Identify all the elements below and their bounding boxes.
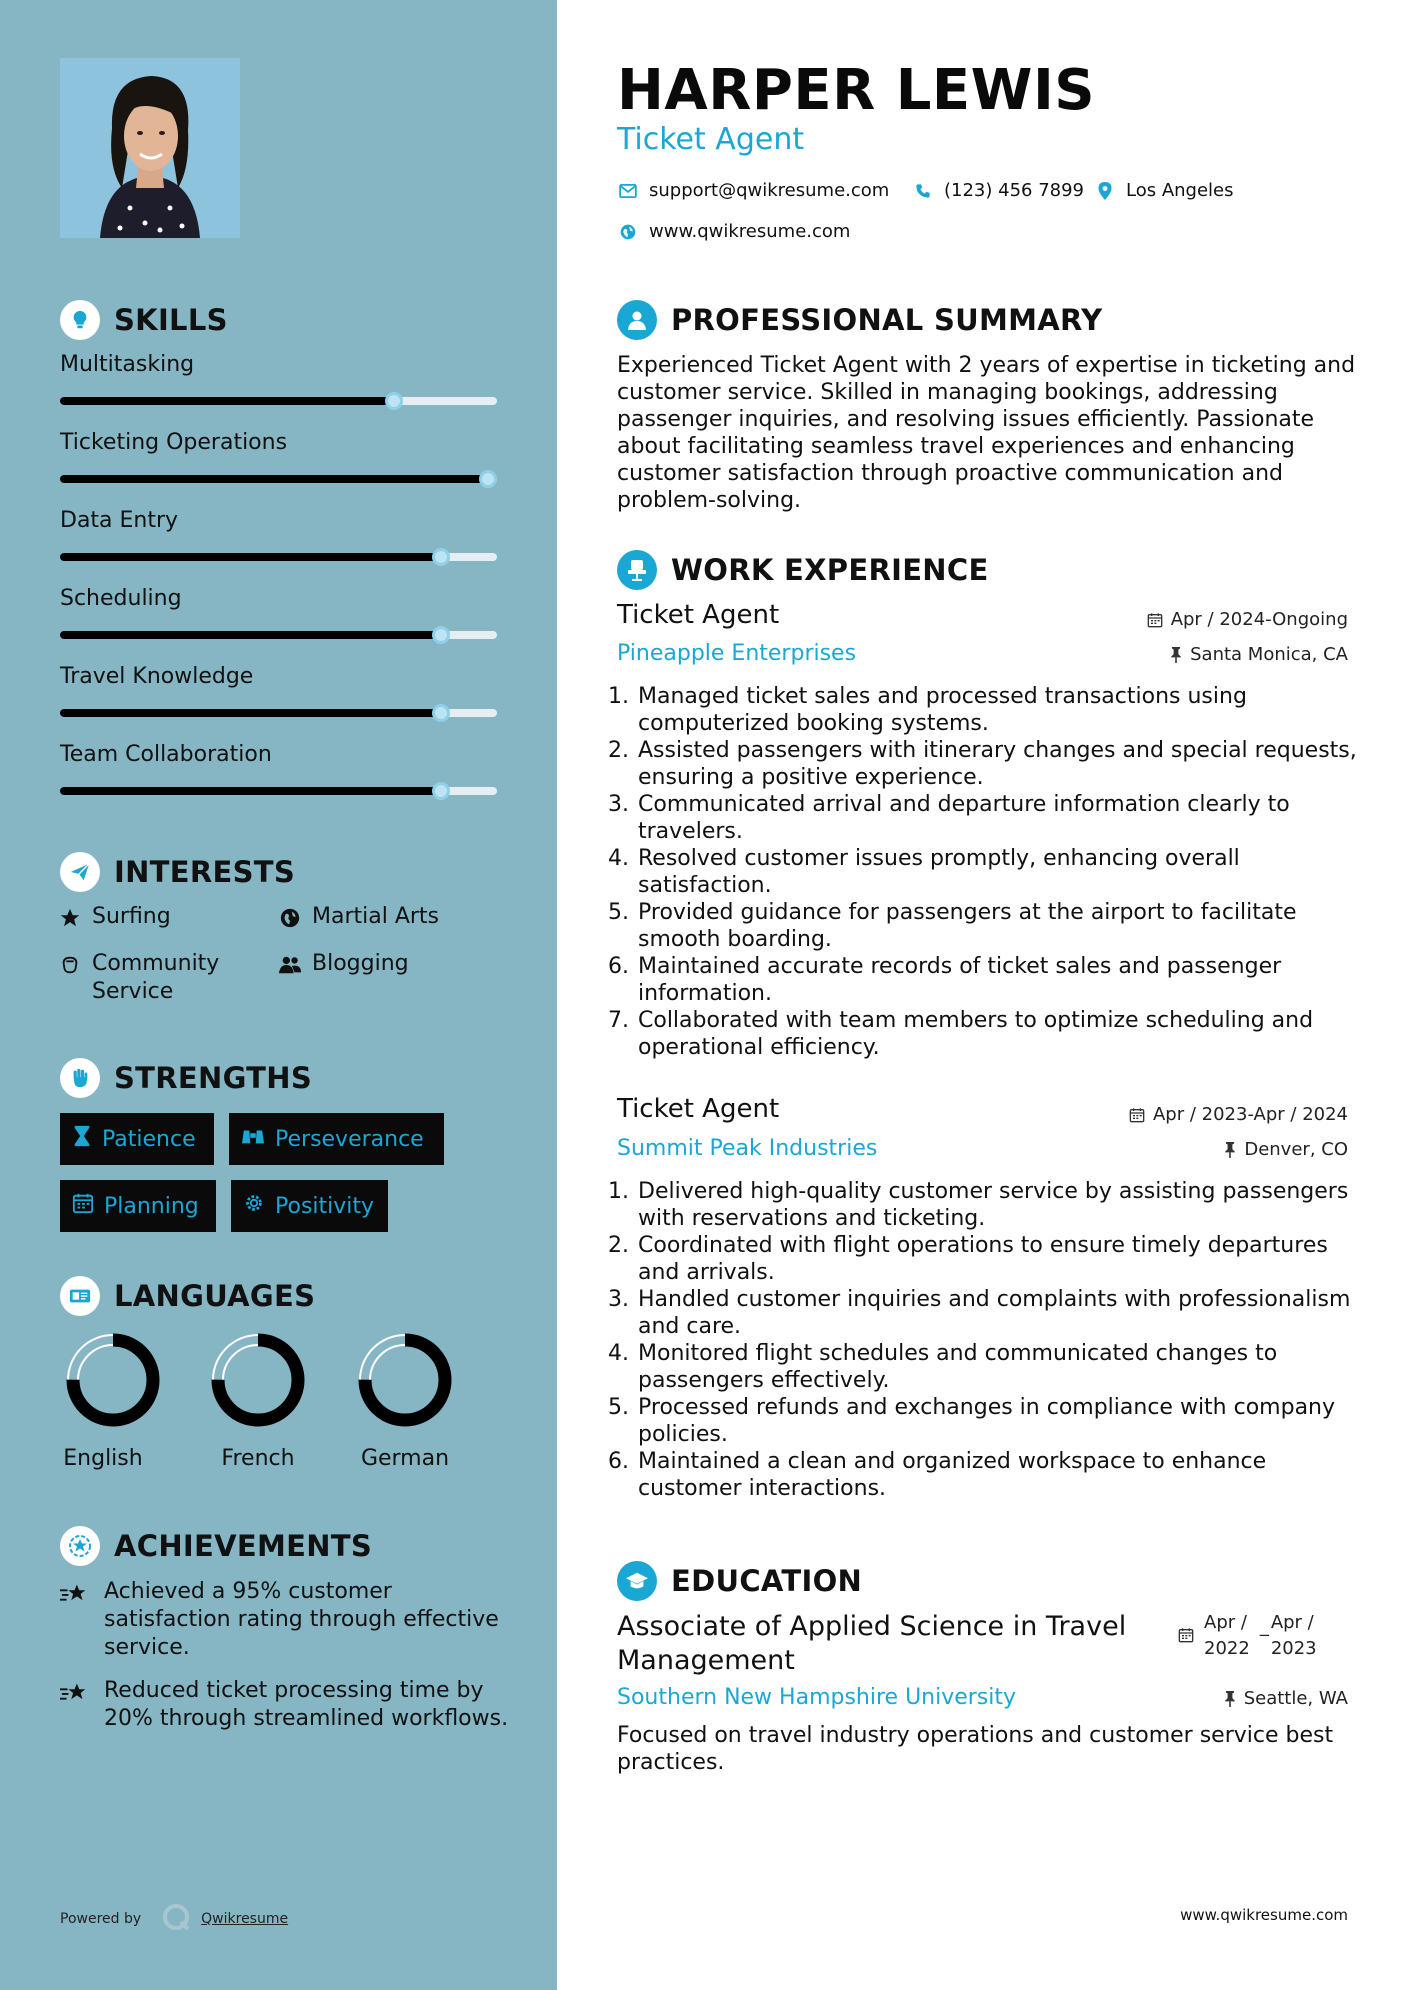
duty-item: 2. Coordinated with flight operations to ensure timely departures and arrivals. — [636, 1232, 1357, 1286]
experience-heading — [617, 550, 989, 590]
duty-item: 4. Monitored flight schedules and communicated changes to passengers effectively. — [636, 1340, 1357, 1394]
skill-bar-fill — [60, 397, 394, 405]
skill-bar — [60, 475, 497, 483]
summary-heading — [617, 300, 1102, 340]
qwikresume-logo-icon — [161, 1902, 191, 1936]
briefcase-chair-icon — [617, 550, 657, 590]
strength-label: Planning — [104, 1193, 199, 1219]
education-dates — [1178, 1610, 1317, 1662]
job-dates-text: Apr / 2023-Apr / 2024 — [1152, 1104, 1348, 1125]
interest-label: Blogging — [312, 951, 409, 976]
duty-item: 1. Managed ticket sales and processed transactions using computerized booking systems. — [636, 683, 1357, 737]
job-location — [1170, 644, 1348, 665]
skill-bar-fill — [60, 787, 441, 795]
education-start — [1204, 1610, 1250, 1662]
qwikresume-link[interactable]: Qwikresume — [201, 1911, 289, 1927]
globe-icon — [278, 903, 302, 929]
skill-bar-knob — [479, 470, 497, 488]
achievements-heading — [60, 1526, 372, 1566]
skill-label: Scheduling — [60, 586, 182, 611]
calendar-icon — [72, 1192, 94, 1220]
pushpin-icon — [1224, 1691, 1236, 1707]
language-ring — [208, 1330, 308, 1430]
envelope-icon — [617, 184, 639, 198]
skill-bar — [60, 709, 497, 717]
hourglass-icon — [72, 1125, 92, 1153]
calendar-icon — [1129, 1107, 1145, 1123]
hand-icon — [58, 950, 82, 976]
duty-item: 5. Processed refunds and exchanges in compliance with company policies. — [636, 1394, 1357, 1448]
users-icon — [278, 950, 302, 976]
candidate-name: HARPER LEWIS — [617, 58, 1096, 123]
email-text: support@qwikresume.com — [649, 180, 890, 201]
language-ring — [355, 1330, 455, 1430]
pushpin-icon — [1224, 1142, 1236, 1158]
phone-icon — [912, 183, 934, 199]
skill-bar-knob — [432, 626, 450, 644]
footer-website[interactable]: www.qwikresume.com — [1180, 1906, 1348, 1924]
date-separator: _ — [1259, 1616, 1269, 1637]
lightbulb-icon — [60, 300, 100, 340]
language-label: German — [360, 1446, 450, 1471]
achievements-title: ACHIEVEMENTS — [114, 1529, 373, 1563]
globe-icon — [617, 224, 639, 240]
shooting-star-icon — [60, 1578, 90, 1662]
strength-label: Patience — [102, 1126, 196, 1152]
education-location-text: Seattle, WA — [1243, 1688, 1348, 1709]
skill-bar-fill — [60, 709, 441, 717]
duty-item: 3. Handled customer inquiries and complaints with professionalism and care. — [636, 1286, 1357, 1340]
achievement-text: Reduced ticket processing time by 20% through streamlined workflows. — [104, 1678, 509, 1731]
interest-item — [278, 950, 409, 978]
duty-item: 7. Collaborated with team members to optimize scheduling and operational efficiency. — [636, 1007, 1357, 1061]
summary-text: Experienced Ticket Agent with 2 years of expertise in ticketing and customer service. Skilled in managing bookings, addressing passenger inquiries, and resolving issues efficiently. Passionate about facilitating seamless travel experiences and enhancing customer satisfaction through proactive communication and problem-solving. — [617, 353, 1356, 513]
duty-item: 4. Resolved customer issues promptly, enhancing overall satisfaction. — [636, 845, 1357, 899]
pushpin-icon — [1170, 647, 1182, 663]
skill-bar-fill — [60, 553, 441, 561]
education-end-month: Apr / — [1270, 1612, 1314, 1633]
experience-title: WORK EXPERIENCE — [671, 553, 989, 587]
phone-contact[interactable] — [912, 180, 1084, 201]
job-duties — [612, 683, 1357, 1061]
duty-item: 6. Maintained accurate records of ticket sales and passenger information. — [636, 953, 1357, 1007]
strength-badge — [229, 1113, 444, 1165]
gear-icon — [243, 1192, 265, 1220]
skill-bar — [60, 787, 497, 795]
interests-title: INTERESTS — [114, 855, 296, 889]
duty-item: 2. Assisted passengers with itinerary changes and special requests, ensuring a positive experience. — [636, 737, 1357, 791]
job-location-text: Santa Monica, CA — [1190, 644, 1348, 665]
company-name: Pineapple Enterprises — [617, 641, 857, 666]
skill-bar — [60, 631, 497, 639]
education-end — [1271, 1610, 1317, 1662]
profile-photo — [60, 58, 240, 238]
calendar-icon — [1178, 1610, 1194, 1651]
skill-bar — [60, 553, 497, 561]
skill-bar-knob — [432, 704, 450, 722]
skill-bar-knob — [385, 392, 403, 410]
powered-by-label: Powered by — [60, 1911, 142, 1927]
star-icon — [58, 903, 82, 929]
skill-label: Travel Knowledge — [60, 664, 254, 689]
language-label: French — [221, 1446, 295, 1471]
graduation-cap-icon — [617, 1561, 657, 1601]
achievement-item — [60, 1677, 520, 1733]
strength-badge — [231, 1180, 388, 1232]
duty-item: 6. Maintained a clean and organized workspace to enhance customer interactions. — [636, 1448, 1357, 1502]
education-location — [1224, 1688, 1348, 1709]
email-contact[interactable] — [617, 180, 889, 201]
interest-label: Martial Arts — [312, 904, 440, 929]
interest-label: Community Service — [92, 951, 220, 1004]
strength-badge — [60, 1180, 216, 1232]
interest-item — [58, 950, 258, 1006]
language-label: English — [63, 1446, 143, 1471]
powered-by — [60, 1902, 288, 1936]
education-start-month: Apr / — [1204, 1612, 1247, 1633]
duty-item: 5. Provided guidance for passengers at the airport to facilitate smooth boarding. — [636, 899, 1357, 953]
skill-bar-knob — [432, 782, 450, 800]
job-dates — [1147, 609, 1348, 630]
achievement-text: Achieved a 95% customer satisfaction rating through effective service. — [104, 1579, 499, 1660]
skill-bar-fill — [60, 631, 441, 639]
location-text: Los Angeles — [1126, 180, 1234, 201]
degree-title: Associate of Applied Science in Travel Management — [617, 1611, 1127, 1676]
shooting-star-icon — [60, 1677, 90, 1733]
job-title: Ticket Agent — [617, 1094, 780, 1124]
phone-text: (123) 456 7899 — [944, 180, 1085, 201]
strength-label: Perseverance — [275, 1126, 424, 1152]
strength-badge — [60, 1113, 214, 1165]
job-dates — [1129, 1104, 1348, 1125]
skill-label: Multitasking — [60, 352, 195, 377]
languages-title: LANGUAGES — [114, 1279, 316, 1313]
strengths-heading — [60, 1058, 312, 1098]
location-contact — [1094, 180, 1234, 201]
education-end-year: 2023 — [1270, 1638, 1317, 1659]
education-heading — [617, 1561, 862, 1601]
strength-label: Positivity — [275, 1193, 375, 1219]
duty-item: 1. Delivered high-quality customer service by assisting passengers with reservations and ticketing. — [636, 1178, 1357, 1232]
paper-plane-icon — [60, 852, 100, 892]
skill-label: Team Collaboration — [60, 742, 272, 767]
language-ring — [63, 1330, 163, 1430]
job-title: Ticket Agent — [617, 600, 780, 630]
job-dates-text: Apr / 2024-Ongoing — [1170, 609, 1348, 630]
job-duties — [612, 1178, 1357, 1502]
job-location-text: Denver, CO — [1244, 1139, 1348, 1160]
achievement-item — [60, 1578, 520, 1662]
interest-label: Surfing — [92, 904, 171, 929]
skill-label: Ticketing Operations — [60, 430, 288, 455]
star-badge-icon — [60, 1526, 100, 1566]
education-start-year: 2022 — [1204, 1638, 1250, 1659]
summary-title: PROFESSIONAL SUMMARY — [671, 303, 1103, 337]
company-name: Summit Peak Industries — [617, 1136, 878, 1161]
language-card-icon — [60, 1276, 100, 1316]
website-text: www.qwikresume.com — [649, 221, 851, 242]
school-name: Southern New Hampshire University — [617, 1685, 1017, 1710]
fist-icon — [60, 1058, 100, 1098]
candidate-role: Ticket Agent — [617, 122, 805, 157]
education-description: Focused on travel industry operations and customer service best practices. — [617, 1723, 1334, 1775]
skills-heading — [60, 300, 228, 340]
interests-heading — [60, 852, 295, 892]
binoculars-icon — [241, 1125, 265, 1153]
skills-title: SKILLS — [114, 303, 228, 337]
website-contact[interactable] — [617, 221, 850, 242]
skill-bar-knob — [432, 548, 450, 566]
duty-item: 3. Communicated arrival and departure information clearly to travelers. — [636, 791, 1357, 845]
education-title: EDUCATION — [671, 1564, 863, 1598]
job-location — [1224, 1139, 1348, 1160]
calendar-icon — [1147, 612, 1163, 628]
strengths-title: STRENGTHS — [114, 1061, 313, 1095]
skill-bar-fill — [60, 475, 488, 483]
skill-bar — [60, 397, 497, 405]
interest-item — [278, 903, 439, 931]
user-icon — [617, 300, 657, 340]
skill-label: Data Entry — [60, 508, 179, 533]
sidebar — [0, 0, 557, 1990]
interest-item — [58, 903, 171, 931]
languages-heading — [60, 1276, 315, 1316]
map-pin-icon — [1094, 182, 1116, 200]
